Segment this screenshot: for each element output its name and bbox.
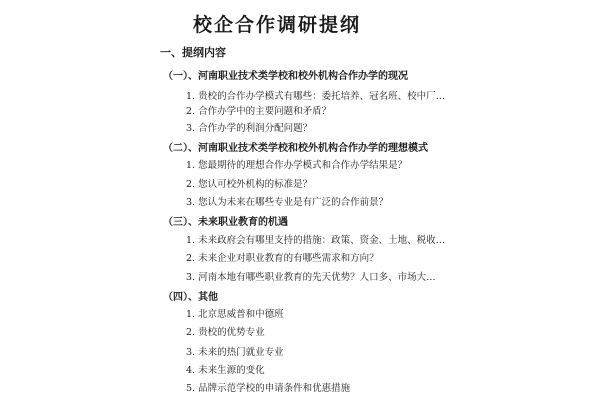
list-item: 2. 合作办学中的主要问题和矛盾？ xyxy=(186,106,332,117)
list-item: 3. 合作办学的利润分配问题？ xyxy=(186,123,313,134)
list-item: 3. 未来的热门就业专业 xyxy=(186,347,284,358)
list-item: 4. 未来生源的变化 xyxy=(186,365,265,376)
list-item: 1. 贵校的合作办学模式有哪些：委托培养、冠名班、校中厂… xyxy=(186,91,446,102)
list-item: 2. 贵校的优势专业 xyxy=(186,327,265,338)
list-item: 2. 您认可校外机构的标准是？ xyxy=(186,179,313,190)
group-heading-ideal-model: （二）、河南职业技术类学校和校外机构合作办学的理想模式 xyxy=(163,143,428,154)
group-heading-opportunities: （三）、未来职业教育的机遇 xyxy=(163,217,288,228)
list-item: 1. 北京思威普和中德班 xyxy=(186,309,284,320)
section-heading-outline: 一、提纲内容 xyxy=(160,46,226,59)
list-item: 1. 您最期待的理想合作办学模式和合作办学结果是？ xyxy=(186,160,408,171)
list-item: 3. 您认为未来在哪些专业是有广泛的合作前景？ xyxy=(186,197,389,208)
group-heading-current-status: （一）、河南职业技术类学校和校外机构合作办学的现况 xyxy=(163,71,408,82)
document-title: 校企合作调研提纲 xyxy=(193,14,362,36)
list-item: 3. 河南本地有哪些职业教育的先天优势？人口多、市场大… xyxy=(186,272,436,283)
group-heading-other: （四）、其他 xyxy=(163,292,218,303)
list-item: 2. 未来企业对职业教育的有哪些需求和方向？ xyxy=(186,253,379,264)
list-item: 1. 未来政府会有哪里支持的措施：政策、资金、土地、税收… xyxy=(186,235,446,246)
list-item: 5. 品牌示范学校的申请条件和优惠措施 xyxy=(186,383,351,394)
